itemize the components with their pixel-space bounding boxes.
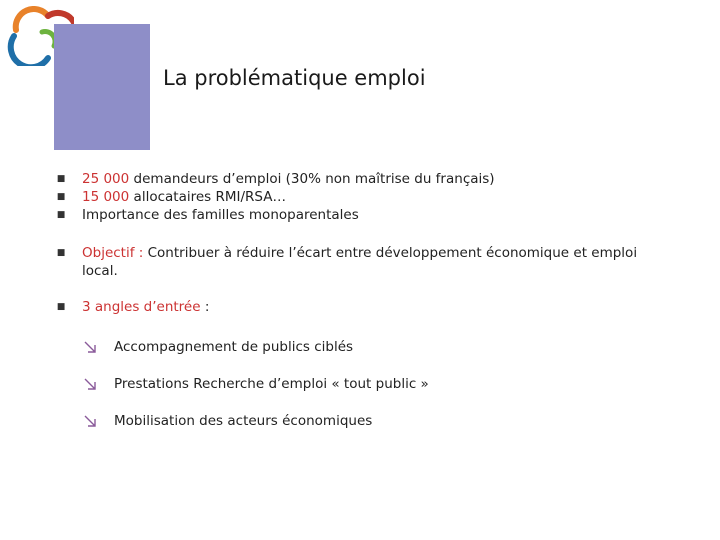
bullet-item	[56, 188, 666, 206]
angle-sub-item	[56, 412, 666, 430]
square-bullet-icon: ■	[56, 174, 66, 184]
objective-text: Contribuer à réduire l’écart entre développement économique et emploi local.	[82, 245, 638, 279]
angle-text: Accompagnement de publics ciblés	[114, 339, 354, 355]
bullet-text: Importance des familles monoparentales	[82, 207, 359, 223]
slide-content	[56, 170, 666, 449]
angles-item	[56, 298, 666, 316]
angle-sub-item	[56, 338, 666, 356]
angles-suffix: :	[200, 299, 210, 315]
square-bullet-icon: ■	[56, 192, 66, 202]
bullet-item	[56, 170, 666, 188]
arrow-bullet-icon	[83, 414, 97, 428]
arrow-bullet-icon	[83, 340, 97, 354]
square-bullet-icon: ■	[56, 210, 66, 220]
angle-text: Prestations Recherche d’emploi « tout public »	[114, 376, 429, 392]
objective-item	[56, 244, 666, 280]
bullet-text: allocataires RMI/RSA…	[129, 189, 286, 205]
bullet-item	[56, 206, 666, 224]
angle-text: Mobilisation des acteurs économiques	[114, 413, 373, 429]
title-accent-block	[54, 24, 150, 150]
bullet-text: demandeurs d’emploi (30% non maîtrise du français)	[129, 171, 495, 187]
objective-label: Objectif :	[82, 245, 144, 261]
angle-sub-item	[56, 375, 666, 393]
angles-label: 3 angles d’entrée	[82, 299, 201, 315]
arrow-bullet-icon	[83, 377, 97, 391]
slide-title: La problématique emploi	[163, 66, 426, 90]
bullet-highlight: 25 000	[82, 171, 130, 187]
square-bullet-icon: ■	[56, 248, 66, 258]
bullet-highlight: 15 000	[82, 189, 130, 205]
square-bullet-icon: ■	[56, 302, 66, 312]
